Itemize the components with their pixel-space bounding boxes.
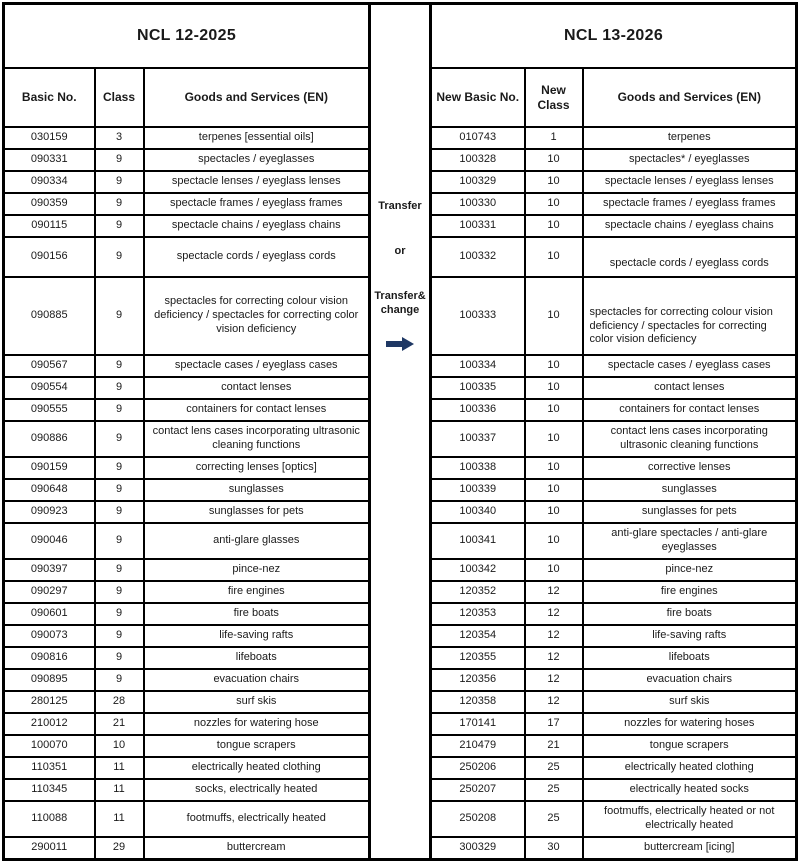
table-cell-goods: electrically heated clothing (144, 757, 370, 779)
table-row (431, 501, 797, 523)
table-row (431, 581, 797, 603)
table-row (4, 215, 370, 237)
table-cell-goods: sunglasses for pets (583, 501, 797, 523)
table-cell-goods: electrically heated clothing (583, 757, 797, 779)
table-row (431, 779, 797, 801)
right-arrow-icon (371, 336, 429, 357)
table-row (431, 625, 797, 647)
or-label: or (394, 245, 406, 257)
table-row (431, 691, 797, 713)
table-row (431, 377, 797, 399)
table-cell-class: 3 (95, 127, 144, 149)
table-row (4, 757, 370, 779)
table-cell-basic-no: 110345 (4, 779, 95, 801)
table-cell-goods: lifeboats (583, 647, 797, 669)
table-cell-basic-no: 100331 (431, 215, 525, 237)
table-cell-goods: anti-glare spectacles / anti-glare eyeglasses (583, 523, 797, 559)
table-cell-goods: fire engines (583, 581, 797, 603)
table-cell-basic-no: 120353 (431, 603, 525, 625)
table-cell-goods: life-saving rafts (144, 625, 370, 647)
table-row (4, 559, 370, 581)
table-cell-basic-no: 110351 (4, 757, 95, 779)
table-cell-basic-no: 120352 (431, 581, 525, 603)
table-cell-class: 10 (525, 171, 583, 193)
table-cell-goods: sunglasses (583, 479, 797, 501)
table-cell-class: 12 (525, 669, 583, 691)
table-cell-class: 9 (95, 377, 144, 399)
table-cell-goods: electrically heated socks (583, 779, 797, 801)
table-cell-goods: spectacles for correcting colour vision deficiency / spectacles for correcting color vision deficiency (144, 277, 370, 355)
table-cell-goods: pince-nez (144, 559, 370, 581)
table-cell-class: 12 (525, 647, 583, 669)
table-row (4, 277, 370, 355)
table-cell-goods: contact lens cases incorporating ultrasonic cleaning functions (144, 421, 370, 457)
table-cell-goods: evacuation chairs (583, 669, 797, 691)
table-cell-basic-no: 120354 (431, 625, 525, 647)
table-cell-goods: buttercream (144, 837, 370, 859)
table-cell-class: 12 (525, 691, 583, 713)
table-row (4, 355, 370, 377)
table-cell-basic-no: 100339 (431, 479, 525, 501)
table-cell-basic-no: 290011 (4, 837, 95, 859)
table-cell-basic-no: 250206 (431, 757, 525, 779)
table-row (4, 669, 370, 691)
right-table-title: NCL 13-2026 (431, 4, 797, 69)
table-cell-basic-no: 100333 (431, 277, 525, 355)
table-cell-class: 17 (525, 713, 583, 735)
table-cell-basic-no: 090923 (4, 501, 95, 523)
left-column-header-basic-no: Basic No. (4, 68, 95, 127)
table-cell-class: 29 (95, 837, 144, 859)
table-row (431, 735, 797, 757)
table-cell-basic-no: 090816 (4, 647, 95, 669)
table-cell-goods: surf skis (583, 691, 797, 713)
table-cell-class: 11 (95, 801, 144, 837)
table-cell-class: 9 (95, 457, 144, 479)
table-cell-class: 25 (525, 757, 583, 779)
ncl-13-2026-table (429, 2, 798, 861)
right-table-body (431, 127, 797, 859)
table-cell-class: 9 (95, 171, 144, 193)
table-row (4, 479, 370, 501)
table-cell-class: 10 (525, 277, 583, 355)
table-cell-class: 21 (525, 735, 583, 757)
table-cell-goods: sunglasses for pets (144, 501, 370, 523)
table-row (431, 713, 797, 735)
table-row (4, 713, 370, 735)
table-cell-basic-no: 090648 (4, 479, 95, 501)
table-row (4, 523, 370, 559)
table-cell-goods: lifeboats (144, 647, 370, 669)
table-row (431, 399, 797, 421)
table-row (431, 801, 797, 837)
table-cell-basic-no: 090159 (4, 457, 95, 479)
table-cell-basic-no: 090359 (4, 193, 95, 215)
table-row (431, 647, 797, 669)
table-cell-goods: spectacle cases / eyeglass cases (144, 355, 370, 377)
table-cell-goods: spectacle lenses / eyeglass lenses (583, 171, 797, 193)
table-cell-basic-no: 250207 (431, 779, 525, 801)
table-cell-class: 21 (95, 713, 144, 735)
table-cell-class: 10 (525, 355, 583, 377)
table-row (4, 735, 370, 757)
table-row (4, 779, 370, 801)
table-cell-class: 9 (95, 559, 144, 581)
table-cell-basic-no: 030159 (4, 127, 95, 149)
table-row (4, 581, 370, 603)
table-cell-goods: spectacle cords / eyeglass cords (583, 237, 797, 277)
transfer-annotation-column (371, 2, 429, 861)
table-cell-goods: buttercream [icing] (583, 837, 797, 859)
table-cell-basic-no: 090601 (4, 603, 95, 625)
table-cell-class: 9 (95, 625, 144, 647)
table-row (431, 215, 797, 237)
table-row (431, 237, 797, 277)
table-cell-basic-no: 100338 (431, 457, 525, 479)
table-cell-basic-no: 100337 (431, 421, 525, 457)
table-cell-class: 30 (525, 837, 583, 859)
table-cell-basic-no: 090334 (4, 171, 95, 193)
table-cell-class: 10 (525, 237, 583, 277)
table-cell-basic-no: 110088 (4, 801, 95, 837)
table-cell-class: 12 (525, 625, 583, 647)
table-row (4, 171, 370, 193)
table-cell-class: 9 (95, 647, 144, 669)
table-cell-goods: footmuffs, electrically heated (144, 801, 370, 837)
table-row (4, 421, 370, 457)
table-cell-basic-no: 100334 (431, 355, 525, 377)
table-cell-basic-no: 090331 (4, 149, 95, 171)
table-cell-basic-no: 120355 (431, 647, 525, 669)
table-row (431, 193, 797, 215)
table-cell-goods: contact lenses (583, 377, 797, 399)
table-row (431, 757, 797, 779)
table-cell-goods: tongue scrapers (144, 735, 370, 757)
table-cell-goods: contact lens cases incorporating ultrasonic cleaning functions (583, 421, 797, 457)
table-row (4, 377, 370, 399)
table-row (4, 457, 370, 479)
table-cell-basic-no: 090156 (4, 237, 95, 277)
table-cell-goods: fire engines (144, 581, 370, 603)
table-cell-basic-no: 090554 (4, 377, 95, 399)
table-row (431, 421, 797, 457)
table-cell-class: 11 (95, 757, 144, 779)
table-cell-class: 9 (95, 215, 144, 237)
table-cell-goods: pince-nez (583, 559, 797, 581)
table-cell-basic-no: 210012 (4, 713, 95, 735)
table-cell-class: 10 (525, 149, 583, 171)
table-cell-class: 28 (95, 691, 144, 713)
table-cell-basic-no: 090073 (4, 625, 95, 647)
table-cell-basic-no: 100342 (431, 559, 525, 581)
table-row (431, 355, 797, 377)
table-cell-class: 10 (95, 735, 144, 757)
table-cell-goods: evacuation chairs (144, 669, 370, 691)
table-row (4, 603, 370, 625)
table-cell-class: 10 (525, 193, 583, 215)
table-cell-class: 1 (525, 127, 583, 149)
table-row (431, 669, 797, 691)
table-cell-goods: tongue scrapers (583, 735, 797, 757)
table-cell-class: 10 (525, 421, 583, 457)
table-cell-class: 9 (95, 581, 144, 603)
table-cell-class: 10 (525, 501, 583, 523)
table-cell-goods: life-saving rafts (583, 625, 797, 647)
table-cell-goods: contact lenses (144, 377, 370, 399)
table-cell-class: 9 (95, 421, 144, 457)
table-cell-class: 12 (525, 603, 583, 625)
table-cell-basic-no: 090046 (4, 523, 95, 559)
table-row (4, 127, 370, 149)
table-cell-class: 9 (95, 277, 144, 355)
table-cell-basic-no: 250208 (431, 801, 525, 837)
table-row (431, 277, 797, 355)
table-cell-goods: surf skis (144, 691, 370, 713)
table-cell-basic-no: 010743 (431, 127, 525, 149)
ncl-12-2025-table (2, 2, 371, 861)
table-cell-goods: corrective lenses (583, 457, 797, 479)
table-cell-goods: terpenes (583, 127, 797, 149)
table-cell-goods: spectacle cases / eyeglass cases (583, 355, 797, 377)
table-row (4, 647, 370, 669)
table-cell-basic-no: 100329 (431, 171, 525, 193)
table-row (431, 837, 797, 859)
table-cell-basic-no: 100341 (431, 523, 525, 559)
table-cell-basic-no: 120356 (431, 669, 525, 691)
table-cell-basic-no: 100332 (431, 237, 525, 277)
table-cell-class: 25 (525, 801, 583, 837)
table-cell-basic-no: 090885 (4, 277, 95, 355)
table-cell-class: 9 (95, 669, 144, 691)
table-cell-goods: containers for contact lenses (583, 399, 797, 421)
table-cell-basic-no: 090567 (4, 355, 95, 377)
table-cell-class: 9 (95, 523, 144, 559)
table-cell-basic-no: 090397 (4, 559, 95, 581)
table-cell-basic-no: 100340 (431, 501, 525, 523)
table-cell-class: 9 (95, 193, 144, 215)
table-row (4, 149, 370, 171)
table-cell-basic-no: 280125 (4, 691, 95, 713)
transfer-and-change-line1: Transfer& (374, 290, 426, 302)
table-cell-class: 10 (525, 559, 583, 581)
table-row (431, 457, 797, 479)
table-row (431, 603, 797, 625)
table-cell-class: 9 (95, 603, 144, 625)
transfer-and-change-line2: change (380, 304, 420, 316)
table-cell-goods: spectacle chains / eyeglass chains (144, 215, 370, 237)
right-column-header-new-basic-no: New Basic No. (431, 68, 525, 127)
table-cell-goods: spectacle frames / eyeglass frames (144, 193, 370, 215)
table-cell-basic-no: 100336 (431, 399, 525, 421)
table-row (4, 399, 370, 421)
table-cell-basic-no: 100330 (431, 193, 525, 215)
table-cell-goods: anti-glare glasses (144, 523, 370, 559)
table-cell-goods: socks, electrically heated (144, 779, 370, 801)
table-cell-class: 9 (95, 149, 144, 171)
table-cell-goods: fire boats (583, 603, 797, 625)
table-cell-goods: nozzles for watering hoses (583, 713, 797, 735)
table-cell-basic-no: 170141 (431, 713, 525, 735)
table-cell-class: 9 (95, 355, 144, 377)
table-cell-basic-no: 100328 (431, 149, 525, 171)
table-row (4, 837, 370, 859)
table-cell-class: 10 (525, 523, 583, 559)
table-cell-basic-no: 120358 (431, 691, 525, 713)
transfer-and-change-label (371, 289, 429, 317)
table-cell-goods: spectacle cords / eyeglass cords (144, 237, 370, 277)
right-column-header-new-class: New Class (525, 68, 583, 127)
table-cell-class: 10 (525, 215, 583, 237)
table-row (431, 127, 797, 149)
table-row (4, 501, 370, 523)
table-cell-class: 9 (95, 399, 144, 421)
left-column-header-class: Class (95, 68, 144, 127)
table-row (4, 237, 370, 277)
table-cell-class: 10 (525, 399, 583, 421)
table-cell-class: 11 (95, 779, 144, 801)
table-row (4, 801, 370, 837)
table-row (431, 523, 797, 559)
table-cell-class: 10 (525, 457, 583, 479)
table-cell-goods: fire boats (144, 603, 370, 625)
table-cell-basic-no: 090886 (4, 421, 95, 457)
table-cell-goods: nozzles for watering hose (144, 713, 370, 735)
table-row (4, 193, 370, 215)
left-table-body (4, 127, 370, 859)
left-column-header-goods: Goods and Services (EN) (144, 68, 370, 127)
table-cell-class: 10 (525, 479, 583, 501)
table-cell-class: 10 (525, 377, 583, 399)
table-cell-basic-no: 090555 (4, 399, 95, 421)
table-cell-class: 25 (525, 779, 583, 801)
table-cell-goods: footmuffs, electrically heated or not electrically heated (583, 801, 797, 837)
table-cell-goods: spectacle lenses / eyeglass lenses (144, 171, 370, 193)
table-cell-class: 9 (95, 237, 144, 277)
table-cell-goods: terpenes [essential oils] (144, 127, 370, 149)
table-cell-basic-no: 090895 (4, 669, 95, 691)
table-row (4, 625, 370, 647)
table-row (4, 691, 370, 713)
table-cell-class: 9 (95, 479, 144, 501)
table-cell-basic-no: 300329 (431, 837, 525, 859)
table-cell-goods: containers for contact lenses (144, 399, 370, 421)
table-cell-goods: spectacle chains / eyeglass chains (583, 215, 797, 237)
table-cell-basic-no: 210479 (431, 735, 525, 757)
table-cell-goods: spectacles* / eyeglasses (583, 149, 797, 171)
table-cell-basic-no: 100335 (431, 377, 525, 399)
table-cell-class: 12 (525, 581, 583, 603)
table-cell-goods: correcting lenses [optics] (144, 457, 370, 479)
table-row (431, 479, 797, 501)
table-cell-goods: sunglasses (144, 479, 370, 501)
table-row (431, 171, 797, 193)
table-cell-basic-no: 100070 (4, 735, 95, 757)
table-cell-basic-no: 090297 (4, 581, 95, 603)
transfer-label: Transfer (378, 200, 422, 212)
right-column-header-goods: Goods and Services (EN) (583, 68, 797, 127)
table-cell-class: 9 (95, 501, 144, 523)
table-cell-goods: spectacles / eyeglasses (144, 149, 370, 171)
table-cell-goods: spectacles for correcting colour vision deficiency / spectacles for correcting color vision deficiency (583, 277, 797, 355)
table-row (431, 149, 797, 171)
table-cell-goods: spectacle frames / eyeglass frames (583, 193, 797, 215)
left-table-title: NCL 12-2025 (4, 4, 370, 69)
table-row (431, 559, 797, 581)
table-cell-basic-no: 090115 (4, 215, 95, 237)
